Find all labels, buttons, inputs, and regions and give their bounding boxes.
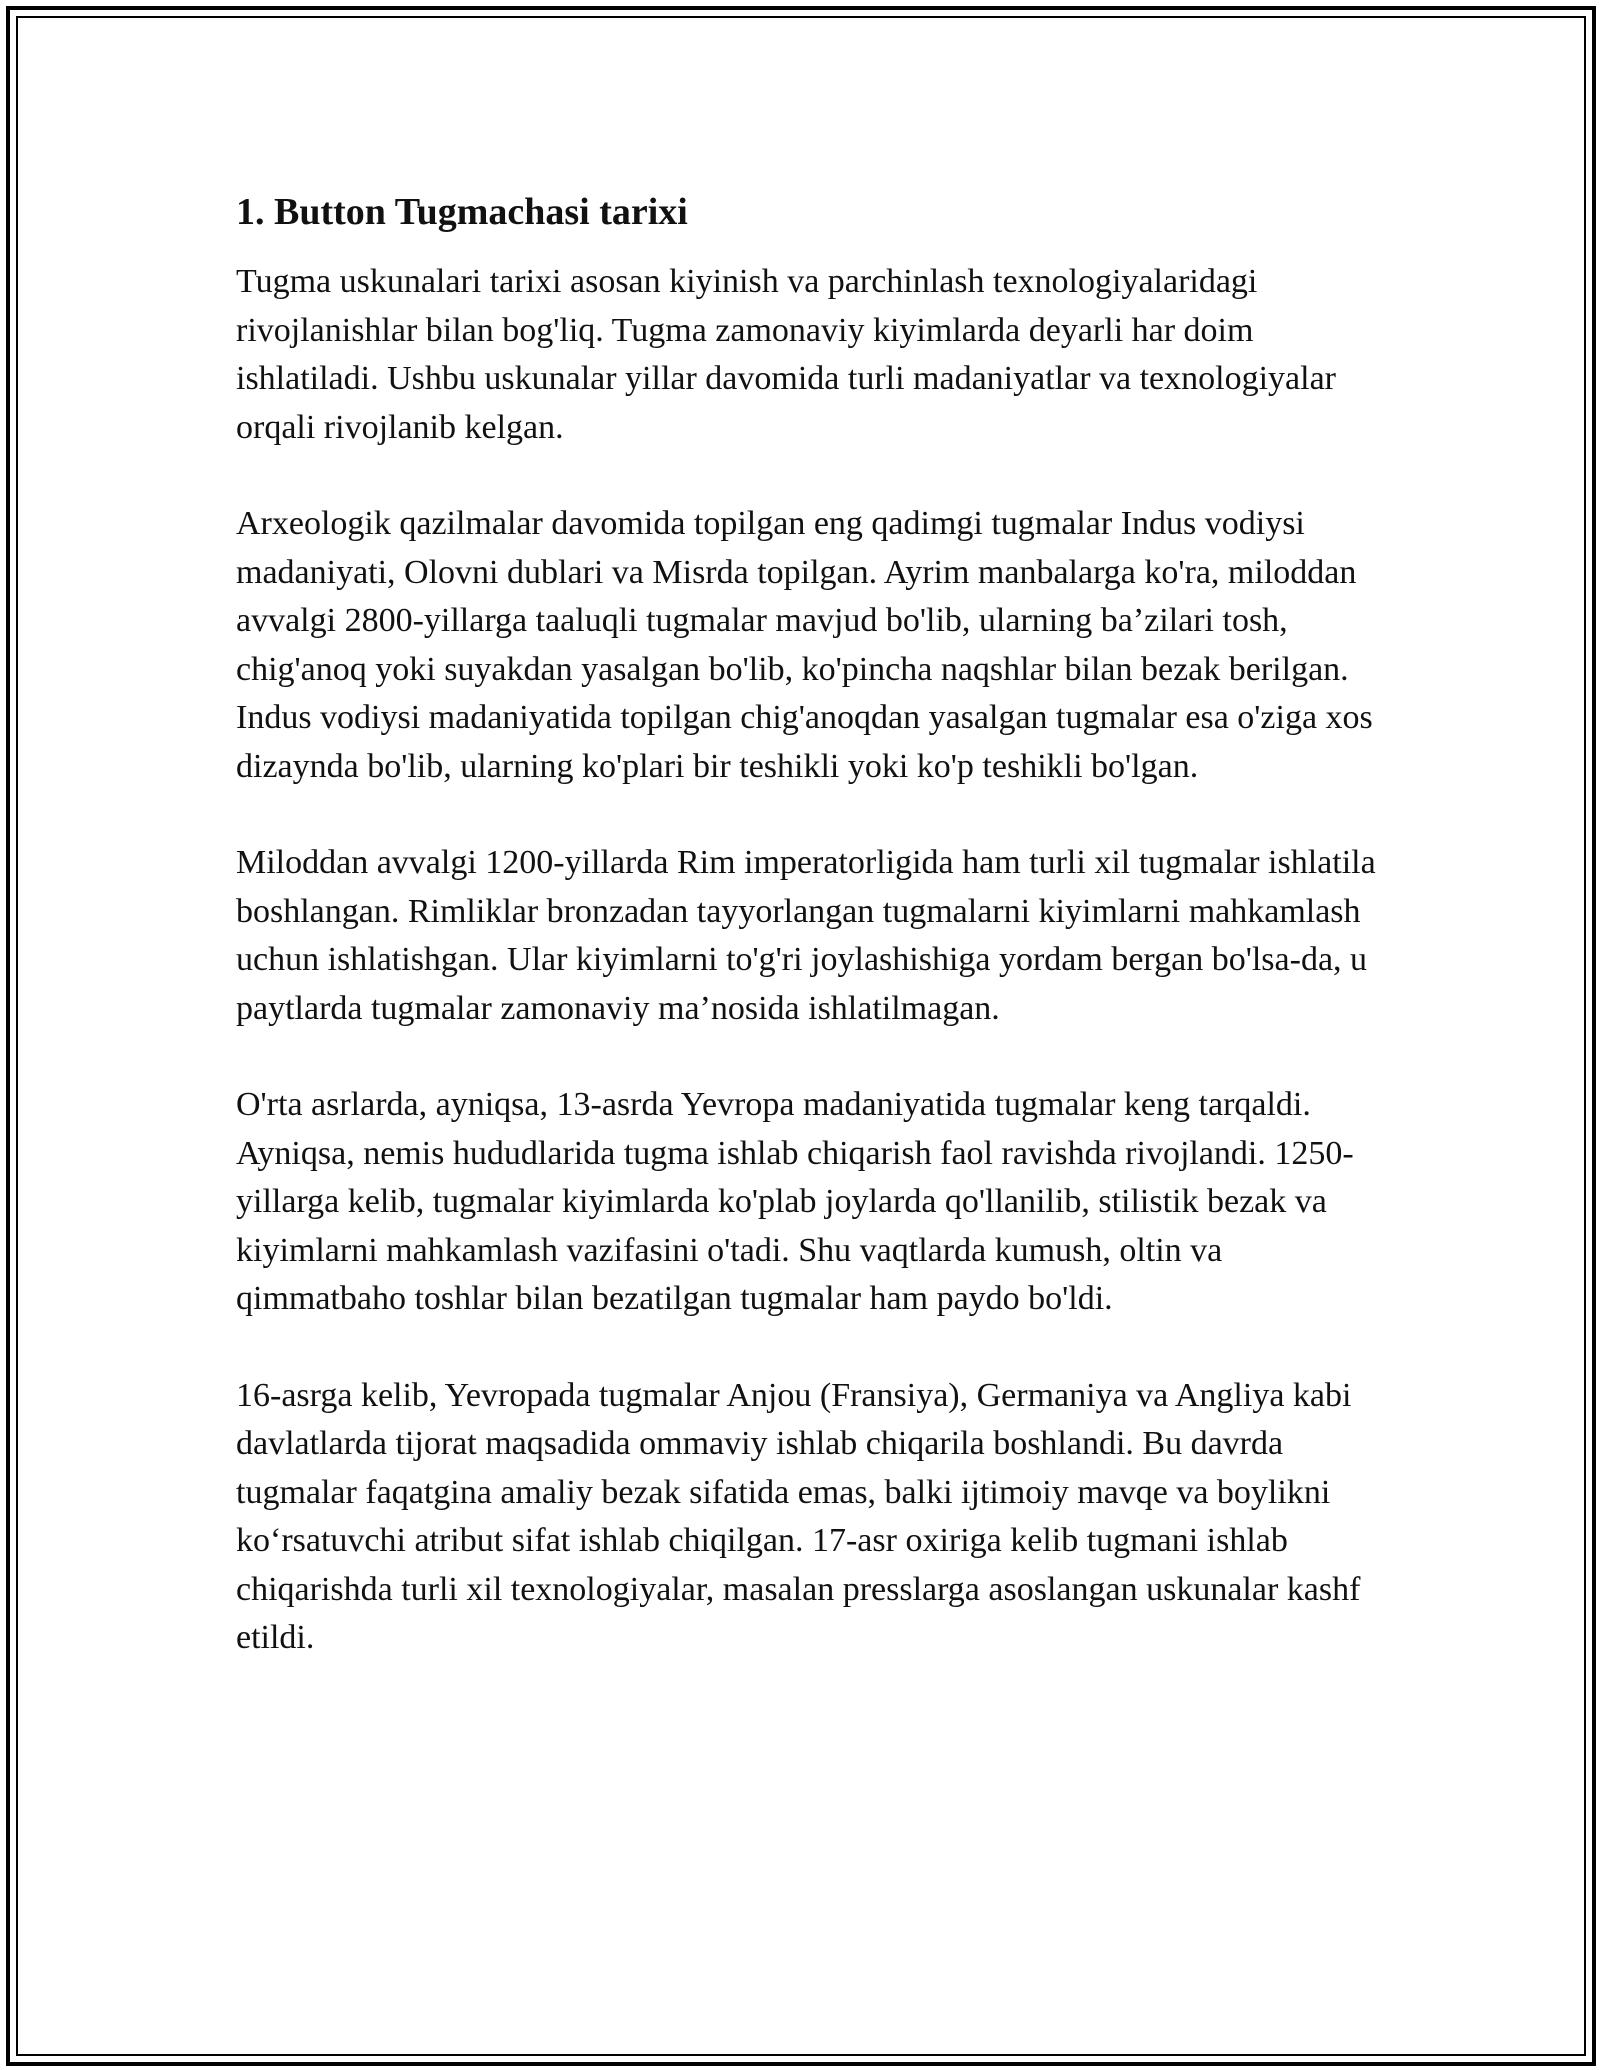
paragraph-middle-ages: O'rta asrlarda, ayniqsa, 13-asrda Yevropa madaniyatida tugmalar keng tarqaldi. Ayniqsa, nemis hududlarida tugma ishlab chiqarish faol ravishda rivojlandi. 1250-yillarga kelib, tugmalar kiyimlarda ko'plab joylarda qo'llanilib, stilistik bezak va kiyimlarni mahkamlash vazifasini o'tadi. Shu vaqtlarda kumush, oltin va qimmatbaho toshlar bilan bezatilgan tugmalar ham paydo bo'ldi.: [236, 1086, 1354, 1317]
paragraph-archaeology: Arxeologik qazilmalar davomida topilgan eng qadimgi tugmalar Indus vodiysi madaniyati, Olovni dublari va Misrda topilgan. Ayrim manbalarga ko'ra, miloddan avvalgi 2800-yillarga taaluqli tugmalar mavjud bo'lib, ularning ba’zilari tosh, chig'anoq yoki suyakdan yasalgan bo'lib, ko'pincha naqshlar bilan bezak berilgan. Indus vodiysi madaniyatida topilgan chig'anoqdan yasalgan tugmalar esa o'ziga xos dizaynda bo'lib, ularning ko'plari bir teshikli yoki ko'p teshikli bo'lgan.: [236, 505, 1373, 785]
document-body: [236, 186, 1376, 1711]
paragraph-intro: Tugma uskunalari tarixi asosan kiyinish va parchinlash texnologiyalaridagi rivojlanishlar bilan bog'liq. Tugma zamonaviy kiyimlarda deyarli har doim ishlatiladi. Ushbu uskunalar yillar davomida turli madaniyatlar va texnologiyalar orqali rivojlanib kelgan.: [236, 263, 1336, 446]
paragraph-16th-century: 16-asrga kelib, Yevropada tugmalar Anjou (Fransiya), Germaniya va Angliya kabi davlatlarda tijorat maqsadida ommaviy ishlab chiqarila boshlandi. Bu davrda tugmalar faqatgina amaliy bezak sifatida emas, balki ijtimoiy mavqe va boylikni ko‘rsatuvchi atribut sifat ishlab chiqilgan. 17-asr oxiriga kelib tugmani ishlab chiqarishda turli xil texnologiyalar, masalan presslarga asoslangan uskunalar kashf etildi.: [236, 1376, 1361, 1656]
paragraph-rome: Miloddan avvalgi 1200-yillarda Rim imperatorligida ham turli xil tugmalar ishlatila boshlangan. Rimliklar bronzadan tayyorlangan tugmalarni kiyimlarni mahkamlash uchun ishlatishgan. Ular kiyimlarni to'g'ri joylashishiga yordam bergan bo'lsa-da, u paytlarda tugmalar zamonaviy ma’nosida ishlatilmagan.: [236, 844, 1376, 1027]
document-title: 1. Button Tugmachasi tarixi: [236, 191, 688, 233]
